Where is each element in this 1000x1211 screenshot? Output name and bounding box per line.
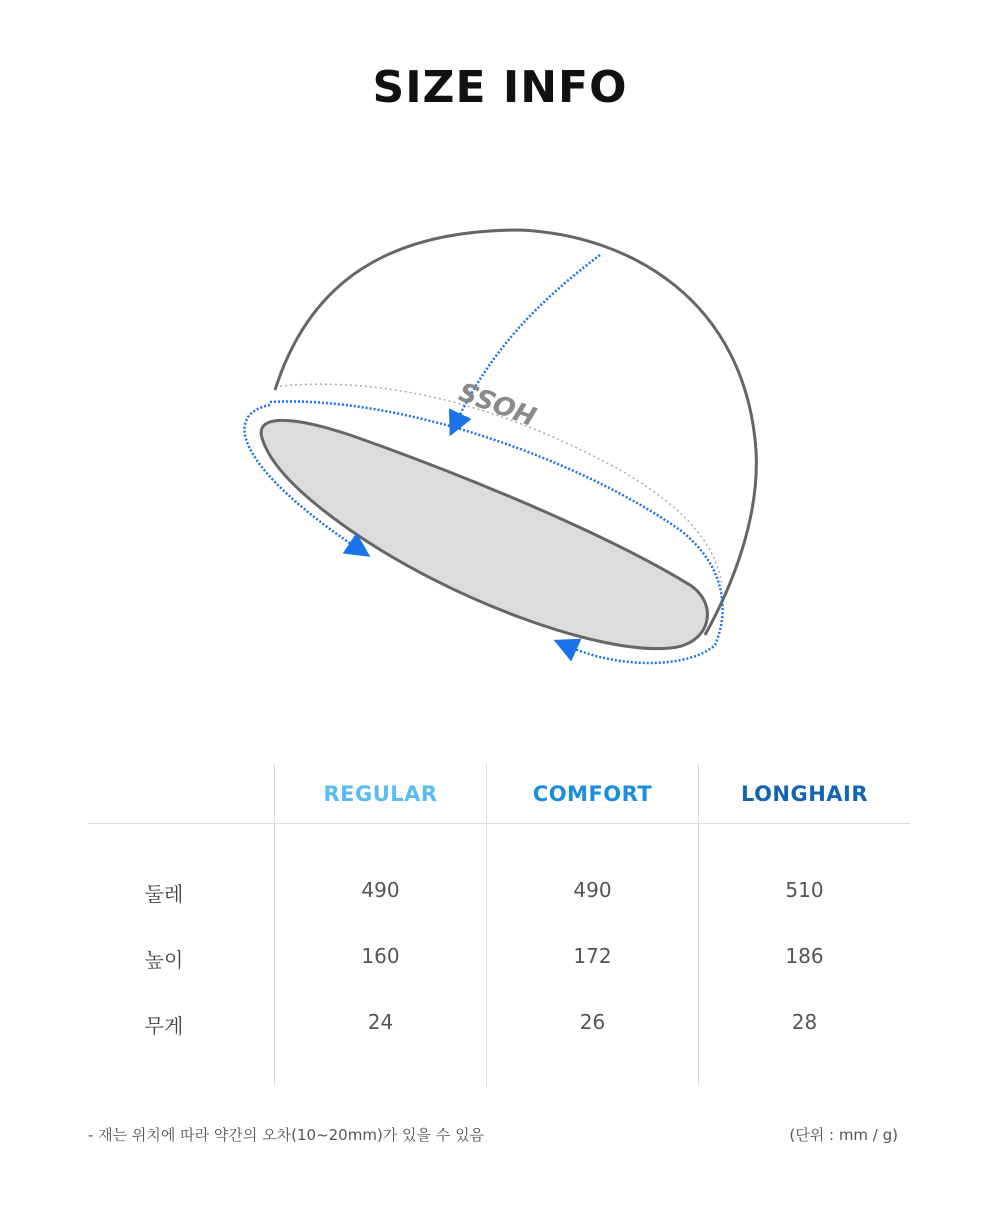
- table-cell: 172: [573, 944, 612, 968]
- unit-label: (단위 : mm / g): [789, 1126, 898, 1144]
- table-cell: 26: [579, 1010, 606, 1034]
- measurement-footnote: - 재는 위치에 따라 약간의 오차(10~20mm)가 있을 수 있음: [88, 1126, 485, 1144]
- row-label-height: 높이: [144, 948, 184, 972]
- swim-cap-illustration: [200, 190, 800, 694]
- table-cell: 510: [785, 878, 824, 902]
- column-header-regular: REGULAR: [323, 782, 438, 806]
- row-label-circumference: 둘레: [144, 882, 184, 906]
- column-header-longhair: LONGHAIR: [740, 782, 869, 806]
- table-cell: 490: [573, 878, 612, 902]
- row-label-weight: 무게: [144, 1014, 184, 1038]
- cap-opening: [261, 420, 707, 648]
- table-cell: 24: [367, 1010, 394, 1034]
- column-header-comfort: COMFORT: [532, 782, 653, 806]
- size-table: [88, 764, 910, 1086]
- table-cell: 490: [361, 878, 400, 902]
- page-title: SIZE INFO: [372, 62, 628, 113]
- column-divider: [486, 764, 487, 1086]
- cap-logo: HOSS: [455, 374, 541, 431]
- table-cell: 160: [361, 944, 400, 968]
- column-divider: [274, 764, 275, 1086]
- header-divider: [88, 823, 910, 824]
- column-divider: [698, 764, 699, 1086]
- table-cell: 28: [791, 1010, 818, 1034]
- table-cell: 186: [785, 944, 824, 968]
